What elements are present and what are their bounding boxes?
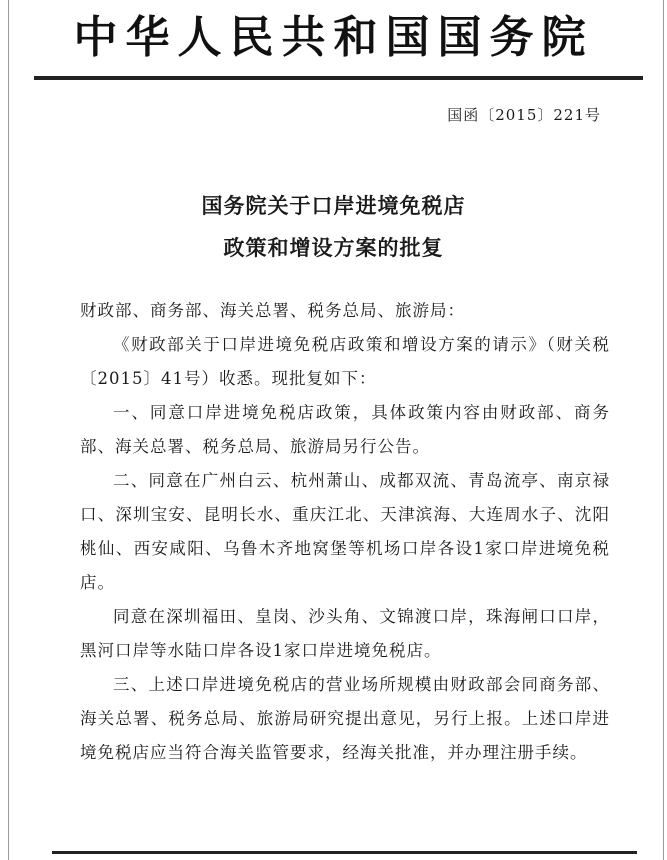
document-title-line-2: 政策和增设方案的批复 [223, 235, 444, 260]
footer-divider [52, 851, 637, 854]
paragraph-1: 《财政部关于口岸进境免税店政策和增设方案的请示》（财关税〔2015〕41号）收悉。现批复如下： [80, 335, 610, 388]
document-number: 国函〔2015〕221号 [447, 106, 601, 124]
page-border-right [663, 0, 664, 860]
paragraph-2: 一、同意口岸进境免税店政策，具体政策内容由财政部、商务部、海关总署、税务总局、旅游局另行公告。 [80, 403, 610, 456]
issuing-agency-heading: 中华人民共和国国务院 [73, 12, 594, 63]
document-body [80, 294, 610, 770]
header-divider [34, 76, 643, 80]
page-border-left [8, 0, 9, 860]
paragraph-3: 二、同意在广州白云、杭州萧山、成都双流、青岛流亭、南京禄口、深圳宝安、昆明长水、重庆江北、天津滨海、大连周水子、沈阳桃仙、西安咸阳、乌鲁木齐地窝堡等机场口岸各设1家口岸进境免税店。 [80, 471, 610, 592]
paragraph-4: 同意在深圳福田、皇岗、沙头角、文锦渡口岸，珠海闸口口岸，黑河口岸等水陆口岸各设1家口岸进境免税店。 [80, 607, 610, 660]
document-header [0, 0, 667, 84]
salutation: 财政部、商务部、海关总署、税务总局、旅游局： [80, 301, 465, 320]
paragraph-5: 三、上述口岸进境免税店的营业场所规模由财政部会同商务部、海关总署、税务总局、旅游局研究提出意见，另行上报。上述口岸进境免税店应当符合海关监管要求，经海关批准，并办理注册手续。 [80, 675, 610, 762]
document-title-line-1: 国务院关于口岸进境免税店 [201, 193, 466, 218]
